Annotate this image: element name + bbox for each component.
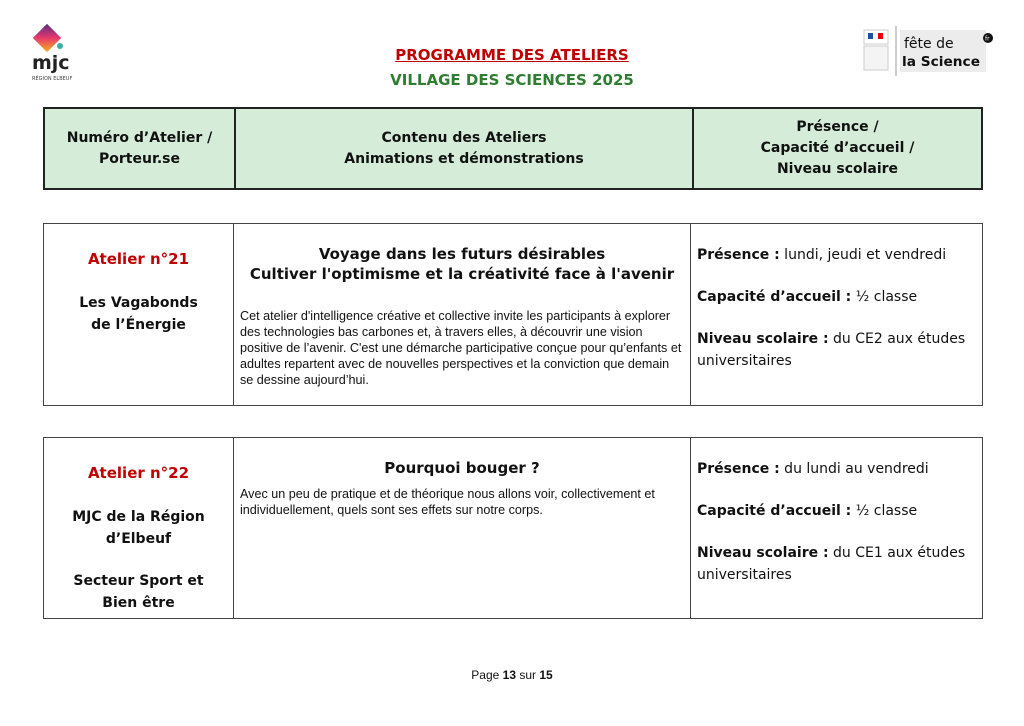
- mjc-logo: [28, 24, 98, 84]
- fete-de-la-science-logo: [862, 26, 994, 76]
- document-subtitle: VILLAGE DES SCIENCES 2025: [390, 71, 634, 89]
- atelier-porteur: Les Vagabonds de l’Énergie: [79, 295, 198, 333]
- svg-text:RÉGION ELBEUF: RÉGION ELBEUF: [32, 76, 73, 82]
- atelier-title: Voyage dans les futurs désirables Cultiver l'optimisme et la créativité face à l'avenir: [249, 245, 675, 283]
- atelier-porteur: MJC de la Région d’Elbeuf: [72, 509, 205, 547]
- niveau: Niveau scolaire : du CE1 aux études universitaires: [697, 545, 966, 583]
- atelier-porteur-secteur: Secteur Sport et Bien être: [73, 573, 204, 611]
- atelier-info-cell: [691, 438, 983, 619]
- capacite: Capacité d’accueil : ½ classe: [697, 503, 918, 519]
- document-title: PROGRAMME DES ATELIERS: [395, 46, 629, 64]
- presence: Présence : lundi, jeudi et vendredi: [697, 247, 947, 263]
- svg-text:fête de: fête de: [904, 36, 954, 52]
- capacite: Capacité d’accueil : ½ classe: [697, 289, 918, 305]
- presence: Présence : du lundi au vendredi: [697, 461, 929, 477]
- atelier-id-cell: [44, 438, 234, 619]
- atelier-number: Atelier n°22: [87, 464, 190, 482]
- atelier-id-cell: [44, 224, 234, 406]
- column-header-table: [43, 107, 983, 190]
- svg-text:mjc: mjc: [32, 52, 70, 74]
- atelier-title: Pourquoi bouger ?: [384, 459, 540, 477]
- atelier-description: Cet atelier d'intelligence créative et collective invite les participants à explorer des technologies bas carbones et, à travers elles, à découvrir une vision positive de l’avenir. C'est une démarche participative conçue pour qu’enfants et adultes repartent avec de nouvelles perspectives et la conviction que demain se dessine aujourd’hui.: [240, 309, 682, 387]
- svg-text:la Science: la Science: [902, 55, 981, 70]
- column-header-numero: Numéro d’Atelier / Porteur.se: [44, 108, 235, 189]
- page-number: Page 13 sur 15: [471, 668, 553, 682]
- atelier-row: [43, 223, 983, 406]
- atelier-description: Avec un peu de pratique et de théorique nous allons voir, collectivement et individuellement, quels sont ses effets sur notre corps.: [240, 487, 655, 517]
- atelier-info-cell: [691, 224, 983, 406]
- atelier-content-cell: [234, 438, 691, 619]
- column-header-contenu: Contenu des Ateliers Animations et démonstrations: [235, 108, 693, 189]
- atelier-row: [43, 437, 983, 619]
- atelier-content-cell: [234, 224, 691, 406]
- svg-text:fr: fr: [985, 35, 990, 43]
- niveau: Niveau scolaire : du CE2 aux études universitaires: [697, 331, 966, 369]
- column-header-presence: Présence / Capacité d’accueil / Niveau scolaire: [693, 108, 982, 189]
- atelier-number: Atelier n°21: [87, 250, 190, 268]
